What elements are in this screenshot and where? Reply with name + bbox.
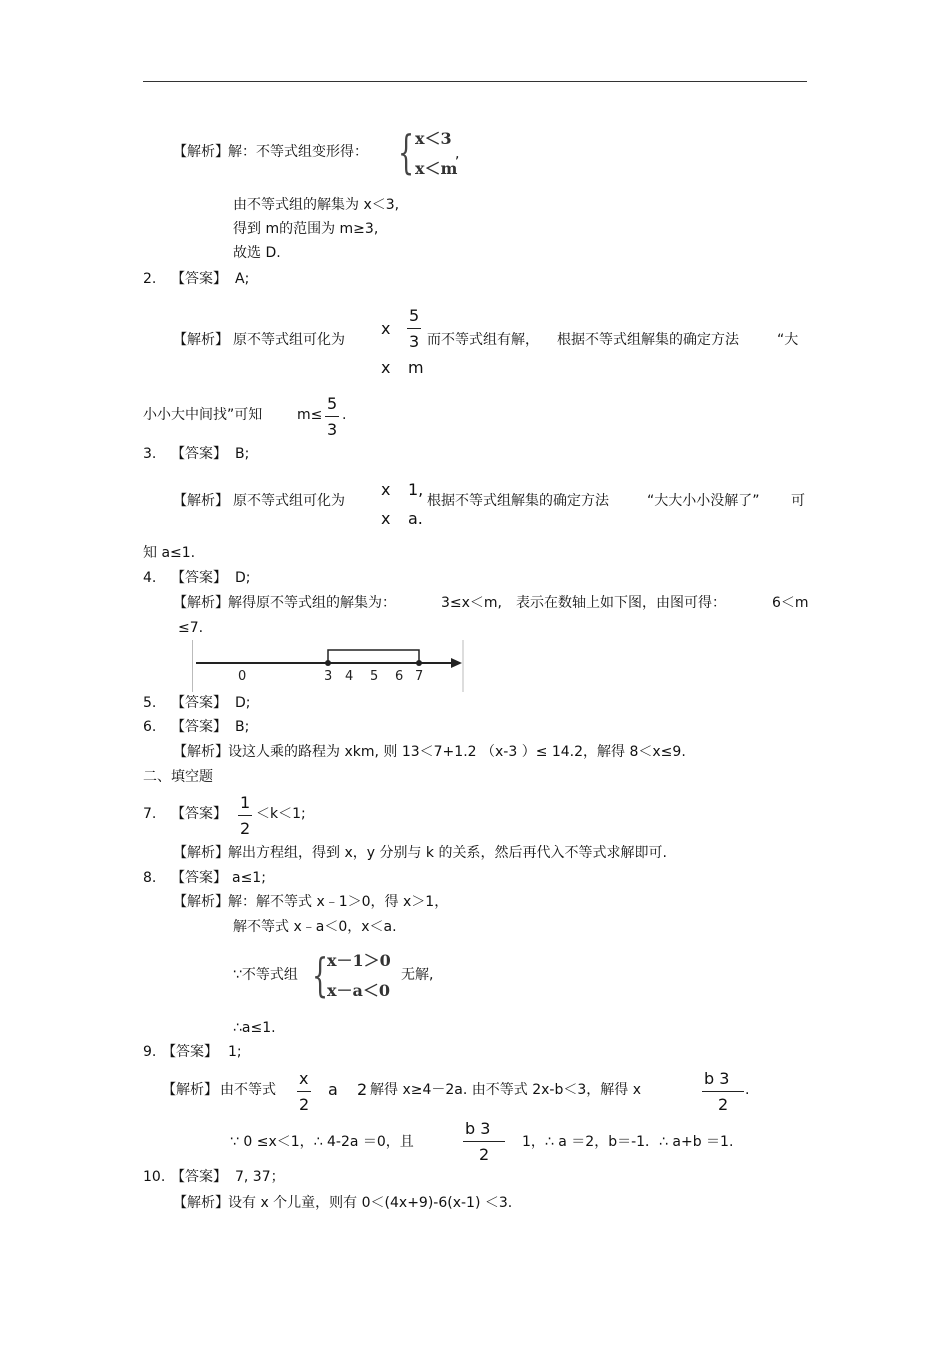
analysis-line: 故选 D. (233, 245, 281, 261)
number-line (192, 640, 464, 692)
tick-label: 5 (370, 669, 379, 684)
analysis-text: 根据不等式组解集的确定方法 (427, 493, 609, 509)
analysis-text: ≤7. (178, 620, 204, 636)
math-var: x (381, 480, 391, 499)
fraction-bar (702, 1091, 744, 1092)
analysis-text: ∵ 0 ≤x＜1，∴ 4-2a ＝0，且 (230, 1134, 414, 1150)
analysis-tag: 【解析】 (173, 894, 229, 910)
question-number: 9. (143, 1044, 157, 1060)
question-number: 7. (143, 806, 157, 822)
solid-dot (325, 660, 331, 666)
answer-value: 1; (228, 1044, 242, 1060)
question-number: 5. (143, 695, 157, 711)
analysis-text: 小小大中间找”可知 (143, 407, 263, 423)
analysis-text: 解：不等式组变形得： (228, 144, 368, 160)
math-var: x (381, 319, 391, 338)
answer-tag: 【答案】 (171, 271, 227, 287)
header-rule (143, 81, 807, 82)
math-value: a. (408, 509, 423, 528)
answer-value: A; (235, 271, 250, 287)
math-var: a (328, 1080, 338, 1099)
answer-value: D; (235, 570, 251, 586)
tick-label: 6 (395, 669, 404, 684)
fraction-bar (407, 328, 421, 329)
answer-tag: 【答案】 (171, 870, 227, 886)
analysis-text: ∵不等式组 (233, 967, 298, 983)
section-heading: 二、填空题 (143, 769, 213, 785)
answer-value: a≤1; (232, 870, 266, 886)
system-line-1: x＜3 (415, 129, 452, 148)
math-value: 1, (408, 480, 424, 499)
tick-label: 7 (415, 669, 424, 684)
analysis-tag: 【解析】 (173, 144, 229, 160)
fraction-numerator: 1 (240, 793, 251, 812)
math-value: 2 (357, 1080, 368, 1099)
answer-value: B; (235, 446, 250, 462)
answer-value: ＜k＜1; (256, 806, 306, 822)
system-line-2: x－a＜0 (327, 981, 391, 1000)
solution-bracket (328, 650, 419, 663)
analysis-tag: 【解析】 (173, 595, 229, 611)
analysis-text: 1，∴ a ＝2，b＝-1．∴ a+b ＝1. (522, 1134, 734, 1150)
period: . (745, 1082, 750, 1098)
analysis-tag: 【解析】 (173, 493, 229, 509)
analysis-text: 可 (791, 493, 805, 509)
analysis-tag: 【解析】 (173, 332, 229, 348)
question-number: 8. (143, 870, 157, 886)
analysis-text: 3≤x＜m, (441, 595, 503, 611)
answer-tag: 【答案】 (171, 695, 227, 711)
fraction-denominator: 3 (327, 420, 338, 439)
question-number: 3. (143, 446, 157, 462)
analysis-text: 解不等式 x﹣a＜0，x＜a. (233, 919, 397, 935)
tick-label: 0 (238, 669, 247, 684)
analysis-text: 无解, (401, 967, 434, 983)
math-var: m (408, 358, 424, 377)
system-brace: { (398, 125, 415, 179)
question-number: 10. (143, 1169, 166, 1185)
system-line-2: x＜m (415, 159, 458, 178)
analysis-text: 解得原不等式组的解集为： (228, 595, 396, 611)
system-brace: { (312, 948, 329, 1002)
analysis-text: 表示在数轴上如下图，由图可得： (516, 595, 726, 611)
analysis-text: 设这人乘的路程为 xkm, 则 13＜7+1.2 （x-3 ）≤ 14.2，解得 8＜x≤9. (228, 744, 686, 760)
math-var: x (381, 509, 391, 528)
answer-tag: 【答案】 (162, 1044, 218, 1060)
analysis-text: 根据不等式组解集的确定方法 (557, 332, 739, 348)
answer-tag: 【答案】 (171, 446, 227, 462)
tick-label: 4 (345, 669, 354, 684)
fraction-denominator: 2 (240, 819, 251, 838)
analysis-text: “大大小小没解了” (647, 493, 760, 509)
fraction-bar (238, 815, 252, 816)
analysis-text: 解得 x≥4－2a. 由不等式 2x-b＜3，解得 x (370, 1082, 641, 1098)
question-number: 6. (143, 719, 157, 735)
analysis-text: 知 a≤1. (143, 545, 196, 561)
math-var: x (381, 358, 391, 377)
arrow-head (451, 658, 462, 668)
fraction-denominator: 2 (479, 1145, 490, 1164)
analysis-line: 由不等式组的解集为 x＜3, (233, 197, 400, 213)
system-line-1: x－1＞0 (327, 951, 391, 970)
analysis-tag: 【解析】 (173, 744, 229, 760)
fraction-denominator: 2 (718, 1095, 729, 1114)
analysis-tag: 【解析】 (162, 1082, 218, 1098)
analysis-text: 6＜m (772, 595, 809, 611)
fraction-numerator: x (299, 1069, 309, 1088)
fraction-numerator: 5 (409, 306, 420, 325)
analysis-text: 解出方程组，得到 x，y 分别与 k 的关系，然后再代入不等式求解即可. (228, 845, 667, 861)
tick-label: 3 (324, 669, 333, 684)
answer-tag: 【答案】 (171, 1169, 227, 1185)
fraction-denominator: 3 (409, 332, 420, 351)
answer-tag: 【答案】 (171, 719, 227, 735)
answer-tag: 【答案】 (171, 570, 227, 586)
analysis-text: 原不等式组可化为 (233, 332, 345, 348)
analysis-text: 而不等式组有解， (427, 332, 539, 348)
analysis-text: ∴a≤1. (233, 1020, 276, 1036)
analysis-line: 得到 m的范围为 m≥3, (233, 221, 379, 237)
point-dot (416, 660, 422, 666)
analysis-text: 设有 x 个儿童，则有 0＜(4x+9)-6(x-1) ＜3. (228, 1195, 513, 1211)
fraction-bar (297, 1091, 311, 1092)
analysis-text: “大 (777, 332, 799, 348)
fraction-bar (463, 1141, 505, 1142)
comma: , (455, 146, 460, 162)
question-number: 4. (143, 570, 157, 586)
period: . (342, 407, 347, 423)
analysis-text: 原不等式组可化为 (233, 493, 345, 509)
analysis-tag: 【解析】 (173, 845, 229, 861)
fraction-bar (325, 416, 339, 417)
answer-tag: 【答案】 (171, 806, 227, 822)
analysis-tag: 【解析】 (173, 1195, 229, 1211)
question-number: 2. (143, 271, 157, 287)
analysis-text: 解：解不等式 x﹣1＞0，得 x＞1， (228, 894, 449, 910)
analysis-text: 由不等式 (220, 1082, 276, 1098)
answer-value: 7, 37； (235, 1169, 285, 1185)
fraction-numerator: 5 (327, 394, 338, 413)
fraction-numerator: b 3 (704, 1069, 730, 1088)
fraction-denominator: 2 (299, 1095, 310, 1114)
fraction-numerator: b 3 (465, 1119, 491, 1138)
answer-value: B; (235, 719, 250, 735)
analysis-text: m≤ (297, 407, 323, 423)
answer-value: D; (235, 695, 251, 711)
